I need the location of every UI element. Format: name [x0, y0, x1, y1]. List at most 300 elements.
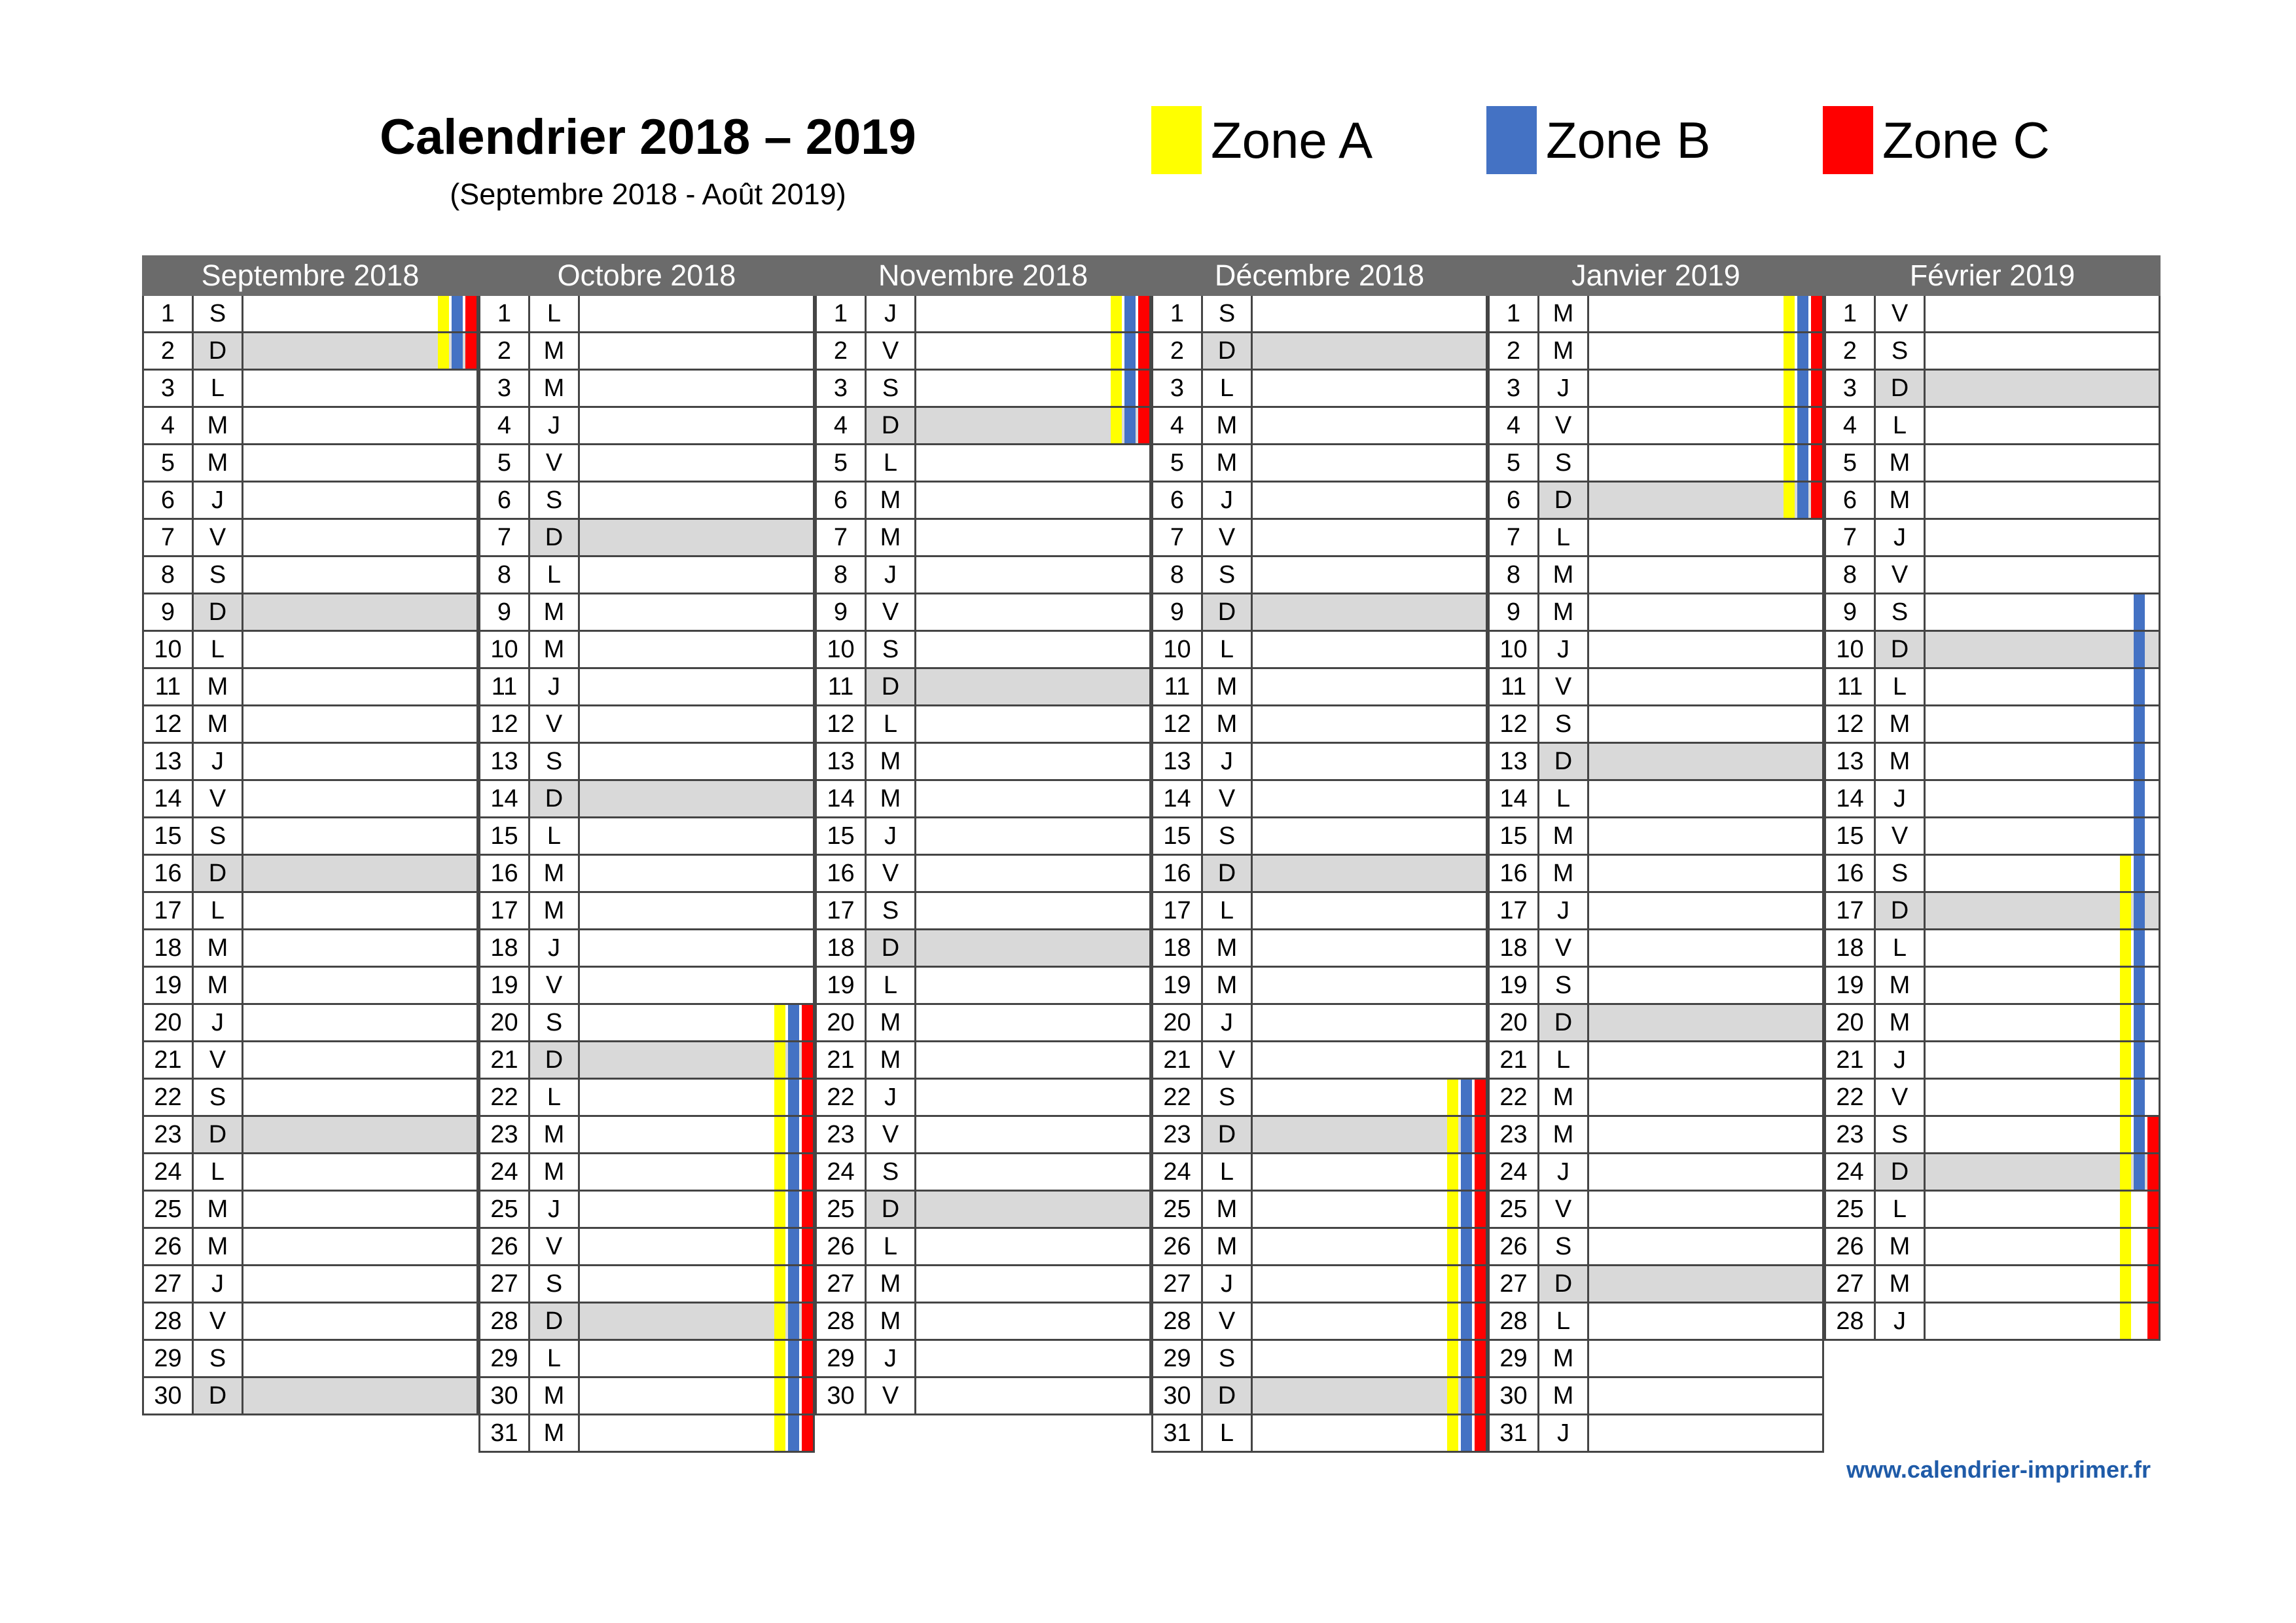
day-note-cell	[1589, 856, 1822, 891]
zone-c-holiday-bar	[1475, 1192, 1486, 1227]
zone-a-holiday-bar	[2120, 1266, 2131, 1302]
month-header: Janvier 2019	[1488, 255, 1824, 296]
day-of-week: D	[1203, 856, 1253, 891]
page-subtitle: (Septembre 2018 - Août 2019)	[450, 177, 846, 211]
day-row	[1151, 744, 1488, 781]
day-number: 23	[1153, 1117, 1203, 1152]
zone-c-holiday-bar	[802, 1229, 813, 1264]
day-row	[1151, 1080, 1488, 1117]
day-row	[1488, 483, 1824, 520]
zone-b-holiday-bar	[788, 1042, 799, 1078]
day-of-week: M	[1539, 594, 1589, 630]
day-of-week: V	[194, 1042, 243, 1078]
day-row	[142, 744, 478, 781]
zone-c-holiday-bar	[2147, 1304, 2159, 1339]
day-number: 21	[1490, 1042, 1539, 1078]
day-number: 1	[1826, 296, 1876, 331]
day-of-week: J	[1203, 483, 1253, 518]
day-row	[1488, 856, 1824, 893]
day-of-week: M	[530, 1415, 580, 1451]
day-row	[815, 1192, 1151, 1229]
day-row	[815, 1080, 1151, 1117]
day-of-week: S	[530, 744, 580, 779]
day-row	[1151, 445, 1488, 483]
day-note-cell	[243, 856, 476, 891]
day-number: 4	[1490, 408, 1539, 443]
day-row	[1151, 594, 1488, 632]
day-row	[1151, 968, 1488, 1005]
day-of-week: V	[1539, 1192, 1589, 1227]
day-number: 10	[1490, 632, 1539, 667]
day-of-week: L	[194, 371, 243, 406]
day-number: 9	[144, 594, 194, 630]
zone-c-holiday-bar	[465, 333, 476, 369]
day-row	[142, 594, 478, 632]
day-row	[815, 333, 1151, 371]
zone-b-holiday-bar	[1797, 408, 1808, 443]
day-of-week: M	[1539, 1080, 1589, 1115]
zone-c-holiday-bar	[1138, 296, 1149, 331]
zone-c-holiday-bar	[2147, 1117, 2159, 1152]
day-number: 20	[1490, 1005, 1539, 1040]
day-row	[142, 408, 478, 445]
day-note-cell	[580, 706, 813, 742]
day-row	[815, 520, 1151, 557]
day-number: 8	[1826, 557, 1876, 593]
zone-a-holiday-bar	[438, 296, 449, 331]
day-note-cell	[1589, 632, 1822, 667]
day-number: 30	[480, 1378, 530, 1413]
day-of-week: J	[194, 483, 243, 518]
day-number: 1	[1490, 296, 1539, 331]
day-number: 7	[144, 520, 194, 555]
day-note-cell	[916, 930, 1149, 966]
day-number: 31	[1153, 1415, 1203, 1451]
day-number: 9	[817, 594, 867, 630]
day-of-week: V	[1203, 1042, 1253, 1078]
day-of-week: D	[867, 930, 916, 966]
day-note-cell	[916, 893, 1149, 928]
day-note-cell	[916, 818, 1149, 854]
day-note-cell	[1926, 594, 2159, 630]
day-of-week: J	[194, 1005, 243, 1040]
day-note-cell	[916, 669, 1149, 704]
day-row	[142, 557, 478, 594]
day-row	[1151, 1304, 1488, 1341]
day-row	[478, 371, 815, 408]
day-note-cell	[1589, 968, 1822, 1003]
day-number: 9	[1826, 594, 1876, 630]
day-note-cell	[1926, 781, 2159, 816]
day-row	[142, 968, 478, 1005]
zone-a-holiday-bar	[2120, 1229, 2131, 1264]
day-note-cell	[243, 930, 476, 966]
day-row	[1488, 296, 1824, 333]
day-number: 19	[1826, 968, 1876, 1003]
day-number: 14	[817, 781, 867, 816]
day-number: 12	[480, 706, 530, 742]
day-note-cell	[1589, 1266, 1822, 1302]
day-number: 25	[1153, 1192, 1203, 1227]
zone-b-holiday-bar	[2134, 1042, 2145, 1078]
zone-a-holiday-bar	[1447, 1154, 1458, 1190]
day-of-week: V	[530, 968, 580, 1003]
day-note-cell	[916, 632, 1149, 667]
day-note-cell	[243, 1341, 476, 1376]
day-note-cell	[580, 818, 813, 854]
day-of-week: V	[867, 333, 916, 369]
day-number: 11	[817, 669, 867, 704]
day-of-week: M	[530, 856, 580, 891]
day-number: 5	[480, 445, 530, 481]
day-number: 27	[480, 1266, 530, 1302]
day-of-week: J	[530, 1192, 580, 1227]
day-note-cell	[580, 557, 813, 593]
day-number: 14	[480, 781, 530, 816]
day-of-week: V	[867, 594, 916, 630]
day-of-week: M	[1539, 1117, 1589, 1152]
day-of-week: J	[1876, 1304, 1926, 1339]
day-of-week: V	[867, 856, 916, 891]
day-note-cell	[243, 818, 476, 854]
zone-b-holiday-bar	[1461, 1266, 1472, 1302]
day-row	[1488, 445, 1824, 483]
day-row	[1824, 333, 2161, 371]
zone-a-holiday-bar	[774, 1080, 785, 1115]
zone-c-swatch	[1823, 106, 1873, 174]
day-number: 20	[1826, 1005, 1876, 1040]
day-row	[1151, 520, 1488, 557]
day-of-week: M	[1539, 296, 1589, 331]
day-note-cell	[1926, 632, 2159, 667]
day-number: 14	[144, 781, 194, 816]
day-row	[142, 1042, 478, 1080]
zone-b-holiday-bar	[2134, 930, 2145, 966]
day-row	[1488, 1229, 1824, 1266]
day-number: 22	[1153, 1080, 1203, 1115]
day-note-cell	[580, 296, 813, 331]
zone-a-holiday-bar	[1447, 1341, 1458, 1376]
day-number: 16	[1490, 856, 1539, 891]
day-note-cell	[1589, 1304, 1822, 1339]
day-note-cell	[243, 706, 476, 742]
day-number: 7	[1153, 520, 1203, 555]
day-number: 15	[480, 818, 530, 854]
zone-c-holiday-bar	[1475, 1341, 1486, 1376]
day-of-week: S	[1876, 856, 1926, 891]
day-row	[1151, 781, 1488, 818]
day-row	[1824, 856, 2161, 893]
day-number: 6	[1153, 483, 1203, 518]
day-of-week: M	[1203, 706, 1253, 742]
day-of-week: M	[867, 1042, 916, 1078]
day-note-cell	[916, 706, 1149, 742]
day-note-cell	[1589, 781, 1822, 816]
day-note-cell	[1253, 483, 1486, 518]
day-note-cell	[916, 781, 1149, 816]
day-number: 13	[817, 744, 867, 779]
day-note-cell	[243, 483, 476, 518]
zone-b-holiday-bar	[2134, 818, 2145, 854]
day-row	[478, 632, 815, 669]
day-row	[142, 669, 478, 706]
zone-a-holiday-bar	[1784, 408, 1795, 443]
day-number: 1	[480, 296, 530, 331]
day-row	[142, 1266, 478, 1304]
day-of-week: M	[1203, 968, 1253, 1003]
day-of-week: M	[1203, 445, 1253, 481]
zone-c-holiday-bar	[1811, 408, 1822, 443]
day-number: 26	[480, 1229, 530, 1264]
day-note-cell	[916, 594, 1149, 630]
zone-a-holiday-bar	[774, 1154, 785, 1190]
day-number: 2	[817, 333, 867, 369]
day-note-cell	[243, 1042, 476, 1078]
day-number: 23	[1826, 1117, 1876, 1152]
day-row	[1824, 893, 2161, 930]
day-row	[1488, 744, 1824, 781]
day-number: 21	[1153, 1042, 1203, 1078]
day-of-week: L	[1203, 371, 1253, 406]
day-number: 10	[1153, 632, 1203, 667]
zone-b-holiday-bar	[452, 296, 463, 331]
day-number: 21	[1826, 1042, 1876, 1078]
day-row	[815, 1005, 1151, 1042]
day-row	[478, 1117, 815, 1154]
zone-a-holiday-bar	[774, 1192, 785, 1227]
day-row	[815, 781, 1151, 818]
day-number: 17	[1153, 893, 1203, 928]
day-row	[478, 1042, 815, 1080]
day-of-week: S	[1539, 1229, 1589, 1264]
day-row	[142, 371, 478, 408]
day-of-week: M	[194, 1229, 243, 1264]
day-of-week: S	[530, 1266, 580, 1302]
day-row	[1824, 557, 2161, 594]
day-number: 26	[144, 1229, 194, 1264]
day-of-week: D	[1539, 483, 1589, 518]
day-of-week: J	[1876, 520, 1926, 555]
zone-a-holiday-bar	[774, 1304, 785, 1339]
day-of-week: L	[194, 893, 243, 928]
zone-b-holiday-bar	[788, 1154, 799, 1190]
day-number: 24	[1826, 1154, 1876, 1190]
day-row	[478, 706, 815, 744]
day-row	[1824, 1266, 2161, 1304]
zone-a-holiday-bar	[1447, 1266, 1458, 1302]
zone-b-holiday-bar	[1797, 333, 1808, 369]
day-of-week: J	[867, 1080, 916, 1115]
day-row	[1824, 968, 2161, 1005]
day-of-week: S	[194, 1080, 243, 1115]
day-number: 18	[144, 930, 194, 966]
day-note-cell	[916, 744, 1149, 779]
day-row	[478, 1005, 815, 1042]
day-row	[478, 1192, 815, 1229]
day-row	[1488, 1154, 1824, 1192]
day-of-week: V	[1876, 557, 1926, 593]
day-number: 18	[817, 930, 867, 966]
day-number: 6	[817, 483, 867, 518]
day-of-week: D	[194, 594, 243, 630]
day-row	[478, 296, 815, 333]
day-row	[142, 706, 478, 744]
zone-c-holiday-bar	[1475, 1117, 1486, 1152]
day-row	[1488, 1378, 1824, 1415]
day-row	[1824, 632, 2161, 669]
day-row	[142, 1005, 478, 1042]
month-header: Novembre 2018	[815, 255, 1151, 296]
day-number: 27	[1826, 1266, 1876, 1302]
day-number: 21	[144, 1042, 194, 1078]
day-note-cell	[580, 520, 813, 555]
day-row	[1151, 1378, 1488, 1415]
day-number: 17	[817, 893, 867, 928]
day-note-cell	[1589, 744, 1822, 779]
day-row	[1824, 669, 2161, 706]
day-number: 26	[1490, 1229, 1539, 1264]
day-number: 31	[480, 1415, 530, 1451]
day-of-week: M	[1539, 333, 1589, 369]
day-row	[478, 1378, 815, 1415]
day-number: 25	[817, 1192, 867, 1227]
day-row	[142, 483, 478, 520]
day-of-week: L	[1539, 1304, 1589, 1339]
day-row	[478, 781, 815, 818]
day-number: 21	[480, 1042, 530, 1078]
footer-website[interactable]: www.calendrier-imprimer.fr	[1846, 1456, 2151, 1483]
day-of-week: J	[194, 744, 243, 779]
day-of-week: M	[194, 706, 243, 742]
day-of-week: J	[867, 1341, 916, 1376]
day-of-week: M	[1203, 1192, 1253, 1227]
legend-zone-b	[1486, 106, 1710, 174]
zone-c-holiday-bar	[1138, 408, 1149, 443]
day-number: 21	[817, 1042, 867, 1078]
day-of-week: V	[1539, 408, 1589, 443]
day-of-week: D	[194, 856, 243, 891]
day-number: 22	[144, 1080, 194, 1115]
zone-b-holiday-bar	[1461, 1229, 1472, 1264]
day-number: 25	[144, 1192, 194, 1227]
day-of-week: S	[1203, 1341, 1253, 1376]
zone-b-holiday-bar	[1797, 371, 1808, 406]
day-of-week: M	[1876, 1266, 1926, 1302]
day-of-week: S	[1203, 557, 1253, 593]
day-number: 3	[480, 371, 530, 406]
day-note-cell	[243, 594, 476, 630]
day-number: 5	[144, 445, 194, 481]
day-row	[1824, 744, 2161, 781]
day-note-cell	[1926, 333, 2159, 369]
zone-a-holiday-bar	[1447, 1304, 1458, 1339]
day-row	[1151, 706, 1488, 744]
day-note-cell	[1253, 445, 1486, 481]
day-number: 5	[817, 445, 867, 481]
legend-zone-a	[1151, 106, 1372, 174]
day-number: 4	[144, 408, 194, 443]
day-number: 19	[1153, 968, 1203, 1003]
day-row	[815, 706, 1151, 744]
day-note-cell	[243, 893, 476, 928]
day-number: 11	[1490, 669, 1539, 704]
day-number: 2	[144, 333, 194, 369]
zone-a-holiday-bar	[1784, 333, 1795, 369]
day-of-week: L	[1876, 408, 1926, 443]
day-of-week: L	[530, 818, 580, 854]
day-number: 4	[480, 408, 530, 443]
zone-a-holiday-bar	[438, 333, 449, 369]
zone-c-holiday-bar	[2147, 1154, 2159, 1190]
day-of-week: L	[1539, 520, 1589, 555]
zone-b-holiday-bar	[1124, 296, 1136, 331]
day-number: 9	[1490, 594, 1539, 630]
day-of-week: L	[1539, 781, 1589, 816]
day-note-cell	[916, 856, 1149, 891]
zone-b-holiday-bar	[1124, 333, 1136, 369]
zone-b-holiday-bar	[1797, 483, 1808, 518]
day-number: 28	[480, 1304, 530, 1339]
zone-c-label: Zone C	[1882, 111, 2050, 169]
day-number: 7	[480, 520, 530, 555]
day-number: 28	[1490, 1304, 1539, 1339]
day-of-week: J	[1203, 1005, 1253, 1040]
day-number: 17	[480, 893, 530, 928]
day-number: 24	[817, 1154, 867, 1190]
day-of-week: L	[1876, 669, 1926, 704]
day-of-week: L	[1203, 893, 1253, 928]
month-column	[478, 255, 815, 1453]
day-note-cell	[243, 445, 476, 481]
day-number: 7	[817, 520, 867, 555]
day-note-cell	[1253, 744, 1486, 779]
day-of-week: M	[194, 1192, 243, 1227]
zone-a-holiday-bar	[1111, 296, 1122, 331]
day-row	[478, 1304, 815, 1341]
day-row	[1824, 445, 2161, 483]
zone-b-holiday-bar	[1461, 1378, 1472, 1413]
day-row	[478, 1415, 815, 1453]
day-number: 4	[817, 408, 867, 443]
day-row	[1151, 893, 1488, 930]
day-number: 12	[144, 706, 194, 742]
day-number: 10	[817, 632, 867, 667]
day-row	[478, 968, 815, 1005]
zone-a-holiday-bar	[1784, 371, 1795, 406]
day-row	[1824, 408, 2161, 445]
day-of-week: V	[1876, 818, 1926, 854]
day-number: 24	[1490, 1154, 1539, 1190]
day-row	[478, 520, 815, 557]
zone-a-holiday-bar	[1111, 371, 1122, 406]
day-row	[815, 818, 1151, 856]
day-number: 20	[144, 1005, 194, 1040]
day-of-week: D	[194, 1117, 243, 1152]
day-note-cell	[1253, 1042, 1486, 1078]
day-of-week: S	[1539, 968, 1589, 1003]
day-row	[1824, 818, 2161, 856]
day-note-cell	[1589, 1378, 1822, 1413]
day-number: 18	[480, 930, 530, 966]
day-number: 6	[1826, 483, 1876, 518]
day-note-cell	[1589, 669, 1822, 704]
day-of-week: M	[1876, 1229, 1926, 1264]
day-note-cell	[1253, 557, 1486, 593]
zone-c-holiday-bar	[1475, 1154, 1486, 1190]
zone-c-holiday-bar	[1475, 1415, 1486, 1451]
day-number: 11	[480, 669, 530, 704]
day-number: 20	[817, 1005, 867, 1040]
